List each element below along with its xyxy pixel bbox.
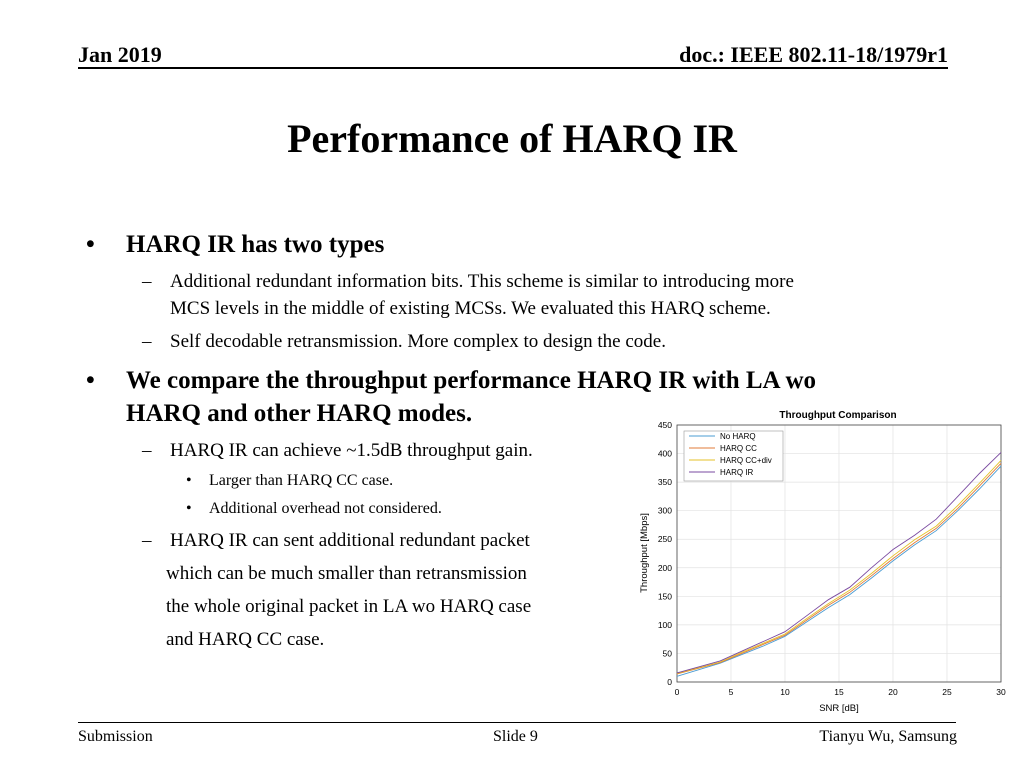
y-tick-labels	[658, 420, 672, 687]
bullet-2-sub-2-cont-2: the whole original packet in LA wo HARQ case	[166, 596, 532, 617]
chart-title: Throughput Comparison	[779, 410, 897, 421]
bullet-marker: •	[86, 231, 95, 258]
y-tick-label: 450	[657, 420, 672, 430]
y-tick-label: 50	[662, 648, 672, 659]
bullet-2-text: We compare the throughput performance HARQ IR with LA wo	[126, 367, 817, 394]
x-tick-label: 15	[834, 687, 844, 697]
bullet-2-sub-2-cont-3: and HARQ CC case.	[166, 629, 325, 650]
bullet-marker: •	[86, 367, 95, 394]
chart-legend	[684, 431, 783, 481]
bullet-2-sub-2: HARQ IR can sent additional redundant packet	[170, 530, 530, 551]
dash-marker: –	[142, 530, 152, 551]
header-rule	[78, 67, 948, 69]
bullet-2-subsub-2: Additional overhead not considered.	[209, 500, 442, 517]
y-tick-label: 400	[657, 448, 672, 459]
legend-label: No HARQ	[720, 432, 756, 441]
x-tick-label: 5	[728, 687, 734, 697]
slide-title: Performance of HARQ IR	[287, 116, 737, 161]
y-tick-label: 250	[657, 534, 672, 545]
y-tick-label: 300	[657, 505, 672, 516]
x-tick-label: 25	[942, 687, 952, 697]
y-axis-label: Throughput [Mbps]	[639, 513, 650, 593]
bullet-1-sub-2: Self decodable retransmission. More complex to design the code.	[170, 331, 666, 352]
dot-marker: •	[186, 500, 192, 517]
y-tick-label: 100	[657, 619, 672, 630]
x-tick-label: 30	[996, 687, 1006, 697]
footer-rule	[78, 722, 956, 723]
bullet-1-sub-1-cont: MCS levels in the middle of existing MCSs. We evaluated this HARQ scheme.	[170, 298, 771, 319]
x-tick-label: 10	[780, 687, 790, 697]
bullet-1-sub-1: Additional redundant information bits. This scheme is similar to introducing more	[170, 271, 794, 292]
bullet-2-text-cont: HARQ and other HARQ modes.	[126, 400, 473, 427]
dash-marker: –	[142, 440, 152, 461]
bullet-1-text: HARQ IR has two types	[126, 231, 385, 258]
footer-slide-number: Slide 9	[493, 728, 538, 745]
x-tick-label: 20	[888, 687, 898, 697]
bullet-2-subsub-1: Larger than HARQ CC case.	[209, 472, 394, 489]
throughput-chart	[630, 404, 1010, 718]
x-axis-label: SNR [dB]	[819, 703, 859, 714]
header-date: Jan 2019	[78, 42, 162, 67]
footer-author: Tianyu Wu, Samsung	[819, 728, 957, 745]
legend-label: HARQ IR	[720, 468, 754, 477]
x-tick-labels	[675, 687, 1006, 697]
y-tick-label: 0	[667, 677, 672, 687]
dot-marker: •	[186, 472, 192, 489]
header-doc-id: doc.: IEEE 802.11-18/1979r1	[679, 42, 948, 67]
x-tick-label: 0	[674, 687, 680, 697]
bullet-2-sub-1: HARQ IR can achieve ~1.5dB throughput gain.	[170, 440, 533, 461]
y-tick-label: 350	[657, 477, 672, 488]
bullet-2-sub-2-cont-1: which can be much smaller than retransmission	[166, 563, 527, 584]
legend-label: HARQ CC	[720, 444, 757, 453]
y-tick-label: 200	[657, 562, 672, 573]
dash-marker: –	[142, 271, 152, 292]
footer-submission: Submission	[78, 728, 153, 745]
legend-label: HARQ CC+div	[720, 456, 772, 465]
dash-marker: –	[142, 331, 152, 352]
y-tick-label: 150	[657, 591, 672, 602]
